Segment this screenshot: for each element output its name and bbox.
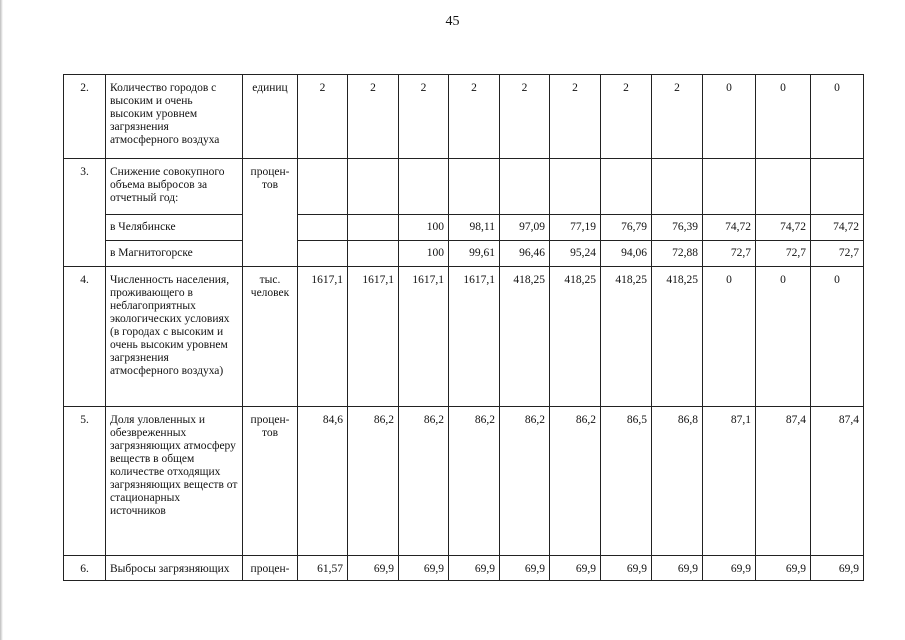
value-cell: 72,88 [652, 241, 703, 267]
value-cell: 69,9 [399, 556, 449, 581]
value-cell: 76,39 [652, 215, 703, 241]
empty-cell [601, 159, 652, 215]
value-cell: 98,11 [449, 215, 500, 241]
value-cell: 69,9 [811, 556, 864, 581]
value-cell: 418,25 [601, 267, 652, 407]
value-cell: 77,19 [550, 215, 601, 241]
indicator-name: Снижение совокупного объема выбросов за отчетный год: [106, 159, 243, 215]
value-cell: 74,72 [756, 215, 811, 241]
value-cell: 0 [703, 267, 756, 407]
value-cell: 2 [550, 75, 601, 159]
value-cell: 1617,1 [449, 267, 500, 407]
value-cell: 69,9 [449, 556, 500, 581]
value-cell: 1617,1 [298, 267, 348, 407]
unit-cell: единиц [243, 75, 298, 159]
value-cell: 2 [298, 75, 348, 159]
unit-cell: тыс. человек [243, 267, 298, 407]
value-cell: 86,8 [652, 407, 703, 556]
value-cell: 72,7 [811, 241, 864, 267]
value-cell: 0 [756, 75, 811, 159]
value-cell: 418,25 [500, 267, 550, 407]
value-cell [348, 241, 399, 267]
value-cell: 76,79 [601, 215, 652, 241]
row-number: 2. [64, 75, 106, 159]
table-row [64, 215, 864, 241]
empty-cell [550, 159, 601, 215]
value-cell: 2 [500, 75, 550, 159]
value-cell: 86,2 [550, 407, 601, 556]
value-cell [348, 215, 399, 241]
value-cell: 87,4 [811, 407, 864, 556]
value-cell: 94,06 [601, 241, 652, 267]
value-cell: 1617,1 [348, 267, 399, 407]
empty-cell [652, 159, 703, 215]
empty-cell [811, 159, 864, 215]
value-cell: 0 [811, 267, 864, 407]
value-cell: 418,25 [550, 267, 601, 407]
value-cell: 0 [756, 267, 811, 407]
value-cell: 72,7 [756, 241, 811, 267]
empty-cell [348, 159, 399, 215]
empty-cell [298, 159, 348, 215]
value-cell: 86,2 [449, 407, 500, 556]
scan-edge [0, 0, 3, 640]
value-cell: 418,25 [652, 267, 703, 407]
value-cell: 2 [601, 75, 652, 159]
row-number: 6. [64, 556, 106, 581]
row-number: 3. [64, 159, 106, 267]
value-cell: 74,72 [811, 215, 864, 241]
value-cell: 2 [399, 75, 449, 159]
table-row [64, 267, 864, 407]
value-cell: 69,9 [601, 556, 652, 581]
sub-indicator-name: в Челябинске [106, 215, 243, 241]
table-row [64, 159, 864, 215]
row-number: 4. [64, 267, 106, 407]
value-cell: 69,9 [500, 556, 550, 581]
value-cell: 2 [652, 75, 703, 159]
table-row [64, 241, 864, 267]
value-cell: 69,9 [348, 556, 399, 581]
value-cell: 87,4 [756, 407, 811, 556]
value-cell: 86,2 [348, 407, 399, 556]
value-cell: 87,1 [703, 407, 756, 556]
indicator-name: Численность населения, проживающего в неблагоприятных экологических условиях (в городах с высоким и очень высоким уровнем загрязнения атмосферного воздуха) [106, 267, 243, 407]
value-cell: 2 [348, 75, 399, 159]
value-cell: 99,61 [449, 241, 500, 267]
value-cell: 95,24 [550, 241, 601, 267]
value-cell: 0 [811, 75, 864, 159]
value-cell: 86,2 [500, 407, 550, 556]
value-cell: 100 [399, 241, 449, 267]
table-row [64, 75, 864, 159]
table-row [64, 556, 864, 581]
value-cell: 96,46 [500, 241, 550, 267]
value-cell: 0 [703, 75, 756, 159]
value-cell: 69,9 [550, 556, 601, 581]
value-cell: 84,6 [298, 407, 348, 556]
value-cell: 97,09 [500, 215, 550, 241]
value-cell: 69,9 [756, 556, 811, 581]
indicator-name: Выбросы загрязняющих [106, 556, 243, 581]
value-cell: 72,7 [703, 241, 756, 267]
unit-cell: процен- [243, 556, 298, 581]
empty-cell [500, 159, 550, 215]
value-cell: 69,9 [652, 556, 703, 581]
empty-cell [703, 159, 756, 215]
value-cell: 86,5 [601, 407, 652, 556]
empty-cell [449, 159, 500, 215]
indicators-table [63, 74, 864, 581]
empty-cell [756, 159, 811, 215]
sub-indicator-name: в Магнитогорске [106, 241, 243, 267]
value-cell: 74,72 [703, 215, 756, 241]
unit-cell: процен-тов [243, 159, 298, 267]
page-number: 45 [445, 14, 460, 29]
table-row [64, 407, 864, 556]
value-cell: 86,2 [399, 407, 449, 556]
value-cell: 2 [449, 75, 500, 159]
row-number: 5. [64, 407, 106, 556]
value-cell: 1617,1 [399, 267, 449, 407]
indicator-name: Количество городов с высоким и очень высоким уровнем загрязнения атмосферного воздуха [106, 75, 243, 159]
indicator-name: Доля уловленных и обезвреженных загрязняющих атмосферу веществ в общем количестве отходящих загрязняющих веществ от стационарных источников [106, 407, 243, 556]
value-cell: 100 [399, 215, 449, 241]
value-cell [298, 241, 348, 267]
value-cell: 69,9 [703, 556, 756, 581]
empty-cell [399, 159, 449, 215]
value-cell: 61,57 [298, 556, 348, 581]
value-cell [298, 215, 348, 241]
unit-cell: процен-тов [243, 407, 298, 556]
